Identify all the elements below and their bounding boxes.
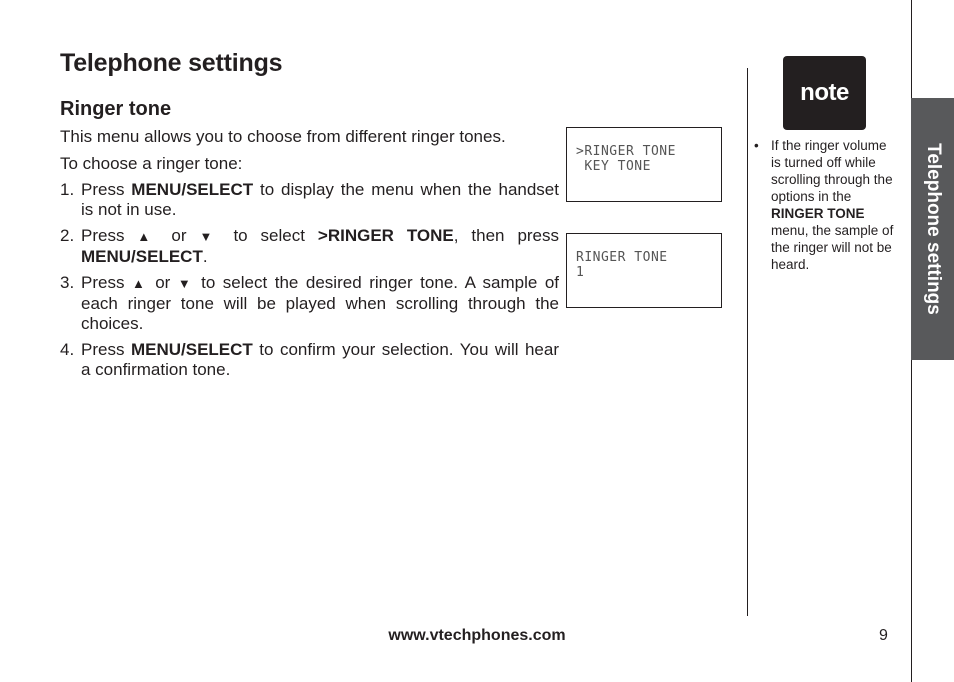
handset-screen-ringer-tone [566, 233, 722, 308]
key-menu-select: MENU/SELECT [130, 340, 253, 359]
step-text: Press ▲ or ▼ to select >RINGER TONE, then press MENU/SELECT. [81, 226, 560, 266]
key-menu-select: MENU/SELECT [131, 180, 254, 199]
step-text: Press MENU/SELECT to display the menu when the handset is not in use. [81, 180, 559, 219]
up-arrow-icon: ▲ [132, 276, 148, 291]
screen-line: KEY TONE [576, 159, 651, 174]
screen-line: 1 [576, 265, 585, 280]
steps-list [60, 180, 559, 386]
step-number: 2. [60, 226, 75, 245]
footer-url: www.vtechphones.com [388, 627, 566, 644]
step-1 [60, 180, 559, 220]
step-4 [60, 340, 559, 380]
chapter-tab [911, 98, 954, 360]
note-text [754, 137, 896, 273]
step-text: Press ▲ or ▼ to select the desired ringer tone. A sample of each ringer tone will be played when scrolling through the choices. [81, 273, 560, 333]
note-icon: note [783, 56, 866, 130]
chapter-tab-label: Telephone settings [922, 143, 944, 315]
intro-text: This menu allows you to choose from different ringer tones. [60, 127, 506, 146]
menu-option-ringer-tone: >RINGER TONE [317, 226, 454, 245]
up-arrow-icon: ▲ [137, 229, 159, 244]
screen-line: RINGER TONE [576, 250, 668, 265]
down-arrow-icon: ▼ [177, 276, 194, 291]
instruction-lead: To choose a ringer tone: [60, 154, 243, 173]
step-number: 3. [60, 273, 75, 292]
bullet-icon: • [754, 138, 759, 153]
key-menu-select: MENU/SELECT [81, 247, 203, 266]
page-title: Telephone settings [60, 49, 283, 77]
step-text: Press MENU/SELECT to confirm your selection. You will hear a confirmation tone. [81, 340, 560, 379]
step-number: 1. [60, 180, 75, 199]
section-title: Ringer tone [60, 98, 172, 120]
handset-screen-menu [566, 127, 722, 202]
down-arrow-icon: ▼ [199, 229, 221, 244]
column-divider [747, 68, 748, 616]
page-number: 9 [879, 627, 888, 644]
screen-line: >RINGER TONE [576, 144, 676, 159]
step-number: 4. [60, 340, 75, 359]
step-2 [60, 226, 559, 267]
step-3 [60, 273, 559, 334]
note-body: If the ringer volume is turned off while scrolling through the options in the RINGER TONE menu, the sample of the ringer will not be heard. [771, 138, 894, 272]
